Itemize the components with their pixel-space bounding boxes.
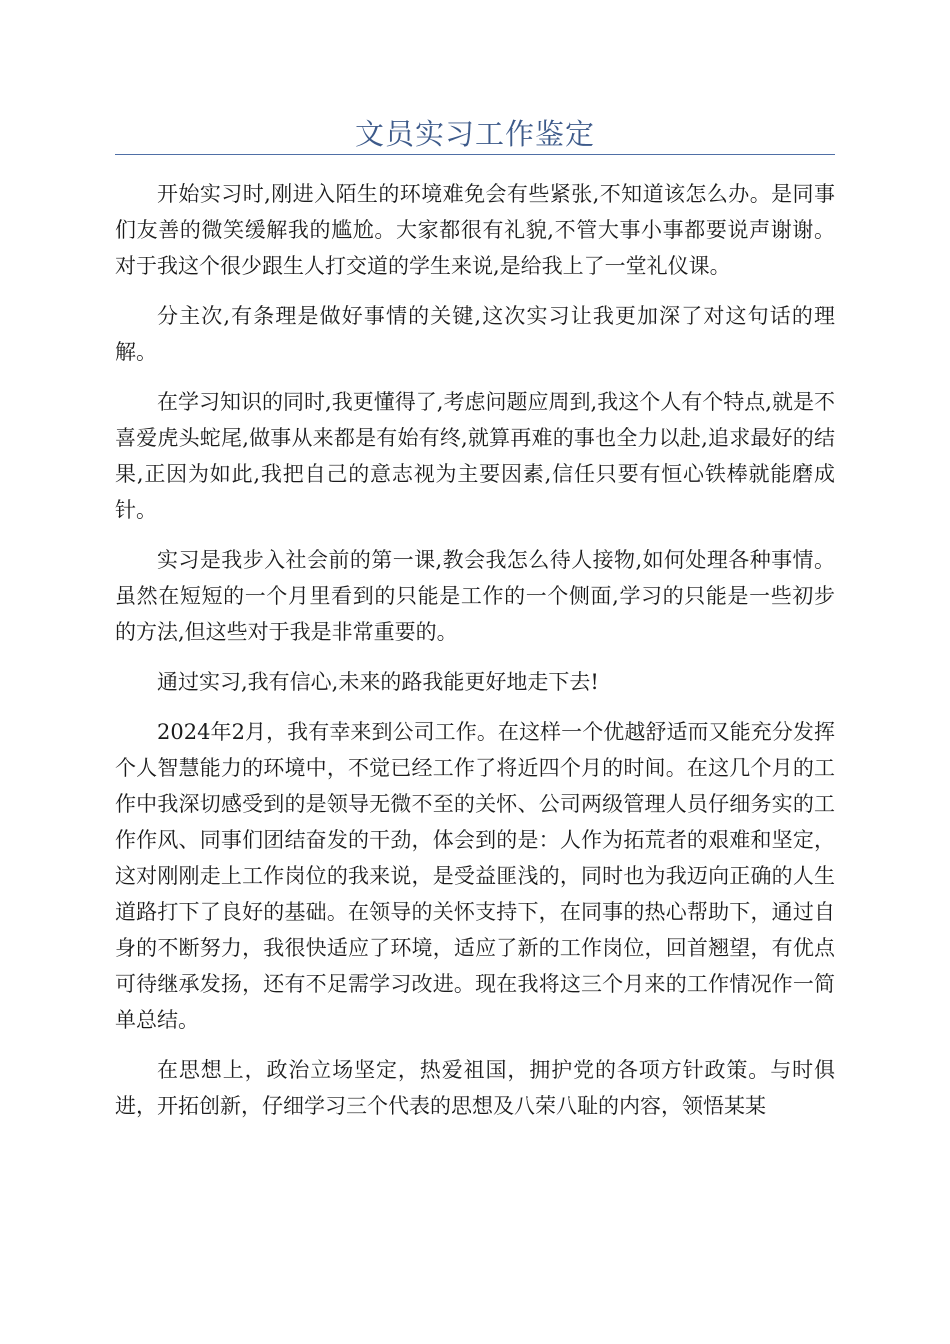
paragraph-1: 开始实习时,刚进入陌生的环境难免会有些紧张,不知道该怎么办。是同事们友善的微笑缓解我的尴尬。大家都很有礼貌,不管大事小事都要说声谢谢。对于我这个很少跟生人打交道的学生来说,是给我上了一堂礼仪课。 bbox=[115, 182, 835, 278]
paragraph-2: 分主次,有条理是做好事情的关键,这次实习让我更加深了对这句话的理解。 bbox=[115, 304, 835, 364]
document-title: 文员实习工作鉴定 bbox=[354, 117, 595, 151]
title-underline bbox=[115, 154, 835, 155]
paragraph-6: 2024年2月，我有幸来到公司工作。在这样一个优越舒适而又能充分发挥个人智慧能力的环境中，不觉已经工作了将近四个月的时间。在这几个月的工作中我深切感受到的是领导无微不至的关怀、公司两级管理人员仔细务实的工作作风、同事们团结奋发的干劲，体会到的是：人作为拓荒者的艰难和坚定，这对刚刚走上工作岗位的我来说，是受益匪浅的，同时也为我迈向正确的人生道路打下了良好的基础。在领导的关怀支持下，在同事的热心帮助下，通过自身的不断努力，我很快适应了环境，适应了新的工作岗位，回首翘望，有优点可待继承发扬，还有不足需学习改进。现在我将这三个月来的工作情况作一简单总结。 bbox=[115, 720, 835, 1032]
paragraph-4: 实习是我步入社会前的第一课,教会我怎么待人接物,如何处理各种事情。虽然在短短的一个月里看到的只能是工作的一个侧面,学习的只能是一些初步的方法,但这些对于我是非常重要的。 bbox=[115, 548, 835, 644]
paragraph-5: 通过实习,我有信心,未来的路我能更好地走下去! bbox=[157, 670, 599, 694]
document-body bbox=[115, 176, 835, 1138]
paragraph-7: 在思想上，政治立场坚定，热爱祖国，拥护党的各项方针政策。与时俱进，开拓创新，仔细学习三个代表的思想及八荣八耻的内容，领悟某某 bbox=[115, 1058, 835, 1118]
paragraph-3: 在学习知识的同时,我更懂得了,考虑问题应周到,我这个人有个特点,就是不喜爱虎头蛇尾,做事从来都是有始有终,就算再难的事也全力以赴,追求最好的结果,正因为如此,我把自己的意志视为主要因素,信任只要有恒心铁棒就能磨成针。 bbox=[115, 390, 835, 522]
